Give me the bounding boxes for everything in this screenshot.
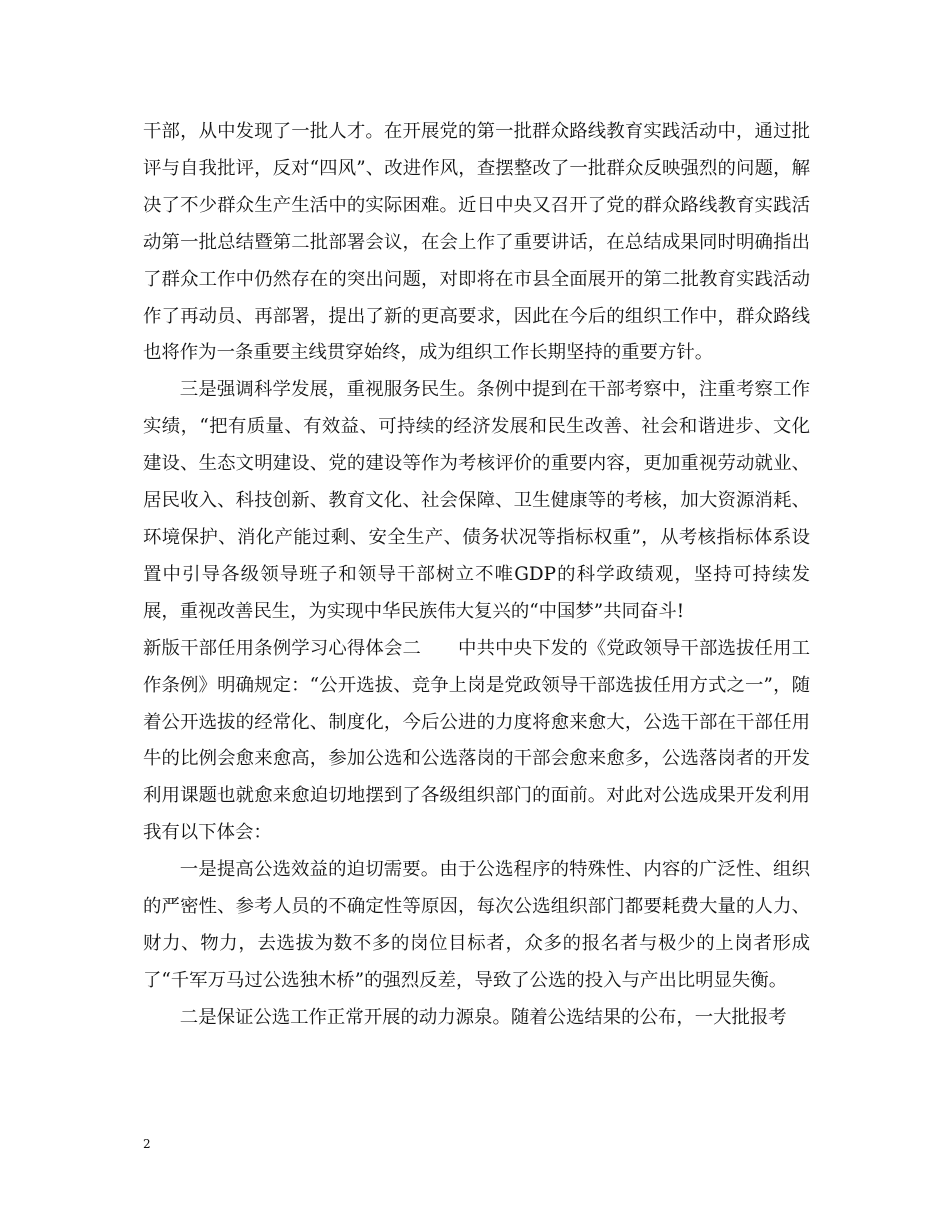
paragraph-4: 一是提高公选效益的迫切需要。由于公选程序的特殊性、内容的广泛性、组织的严密性、参考人员的不确定性等原因，每次公选组织部门都要耗费大量的人力、财力、物力，去选拔为数不多的岗位目标者，众多的报名者与极少的上岗者形成了“千军万马过公选独木桥”的强烈反差，导致了公选的投入与产出比明显失衡。 (143, 859, 810, 991)
body-text (143, 114, 810, 1037)
paragraph-1: 干部，从中发现了一批人才。在开展党的第一批群众路线教育实践活动中，通过批评与自我批评，反对“四风”、改进作风，查摆整改了一批群众反映强烈的问题，解决了不少群众生产生活中的实际困难。近日中央又召开了党的群众路线教育实践活动第一批总结暨第二批部署会议，在会上作了重要讲话，在总结成果同时明确指出了群众工作中仍然存在的突出问题，对即将在市县全面展开的第二批教育实践活动作了再动员、再部署，提出了新的更高要求，因此在今后的组织工作中，群众路线也将作为一条重要主线贯穿始终，成为组织工作长期坚持的重要方针。 (143, 121, 810, 364)
paragraph-3: 新版干部任用条例学习心得体会二 中共中央下发的《党政领导干部选拔任用工作条例》明确规定：“公开选拔、竞争上岗是党政领导干部选拔任用方式之一”，随着公开选拔的经常化、制度化，今后公进的力度将愈来愈大，公选干部在干部任用牛的比例会愈来愈高，参加公选和公选落岗的干部会愈来愈多，公选落岗者的开发利用课题也就愈来愈迫切地摆到了各级组织部门的面前。对此对公选成果开发利用我有以下体会： (143, 637, 810, 844)
paragraph-2: 三是强调科学发展，重视服务民生。条例中提到在干部考察中，注重考察工作实绩，“把有质量、有效益、可持续的经济发展和民生改善、社会和谐进步、文化建设、生态文明建设、党的建设等作为考核评价的重要内容，更加重视劳动就业、居民收入、科技创新、教育文化、社会保障、卫生健康等的考核，加大资源消耗、环境保护、消化产能过剩、安全生产、债务状况等指标权重”，从考核指标体系设置中引导各级领导班子和领导干部树立不唯GDP的科学政绩观，坚持可持续发展，重视改善民生，为实现中华民族伟大复兴的“中国梦”共同奋斗! (143, 379, 810, 622)
page-number: 2 (143, 1137, 151, 1151)
paragraph-5: 二是保证公选工作正常开展的动力源泉。随着公选结果的公布，一大批报考 (179, 1006, 787, 1028)
